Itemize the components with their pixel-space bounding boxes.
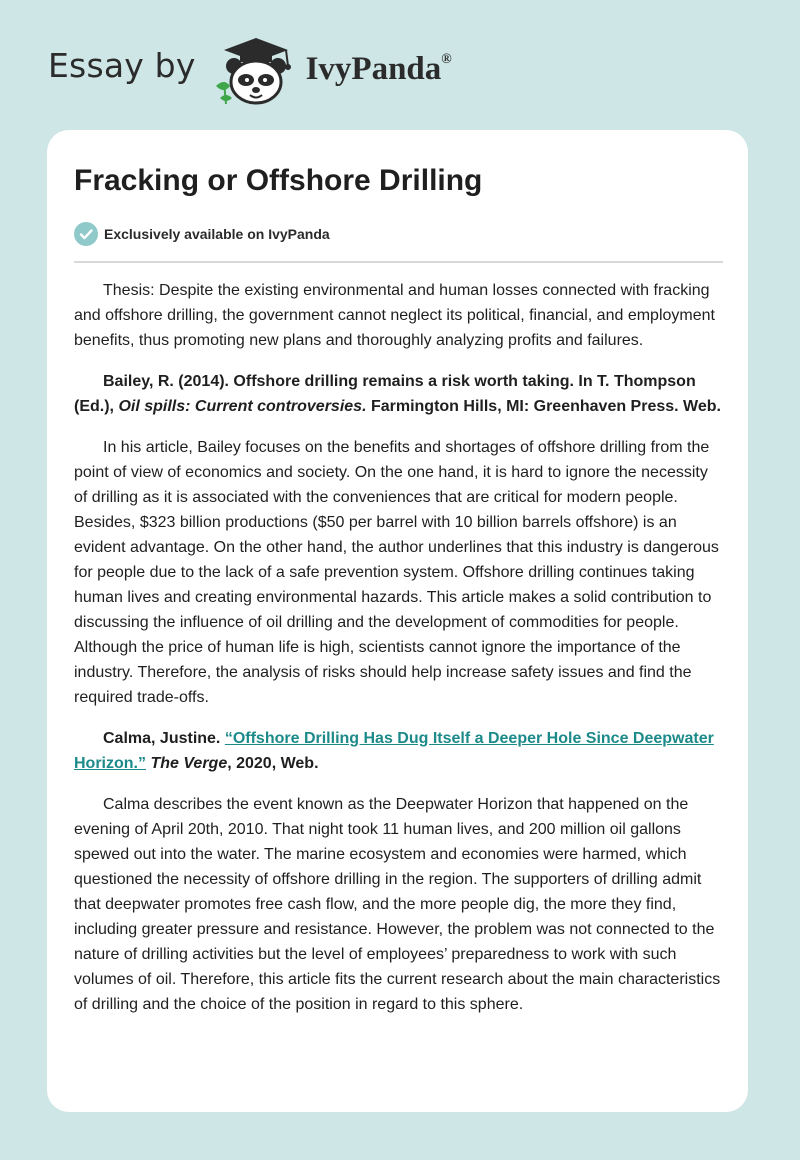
- thesis-paragraph: Thesis: Despite the existing environmental and human losses connected with fracking and offshore drilling, the government cannot neglect its political, financial, and employment benefits, thus promoting new plans and thoroughly analyzing profits and failures.: [74, 282, 715, 349]
- essay-body: [74, 278, 724, 1033]
- essay-card: [47, 130, 748, 1112]
- page-title: Fracking or Offshore Drilling: [74, 164, 483, 197]
- brand-header: [48, 36, 452, 106]
- reference-bailey: Bailey, R. (2014). Offshore drilling remains a risk worth taking. In T. Thompson (Ed.), Oil spills: Current controversies. Farmington Hills, MI: Greenhaven Press. Web.: [74, 373, 721, 415]
- panda-logo-icon[interactable]: [210, 36, 302, 106]
- exclusive-badge-label: Exclusively available on IvyPanda: [104, 226, 330, 242]
- brand-name[interactable]: IvyPanda®: [305, 50, 452, 87]
- calma-summary-paragraph: Calma describes the event known as the Deepwater Horizon that happened on the evening of April 20th, 2010. That night took 11 human lives, and 200 million oil gallons spewed out into the water. The marine ecosystem and economies were harmed, which questioned the necessity of offshore drilling in the region. The supporters of drilling admit that deepwater promotes free cash flow, and the more people dig, the more they find, including greater pressure and resistance. However, the problem was not connected to the nature of drilling activities but the level of employees’ preparedness to work with such volumes of oil. Therefore, this article fits the current research about the main characteristics of drilling and the choice of the position in regard to this sphere.: [74, 796, 721, 1013]
- calma-article-link[interactable]: “Offshore Drilling Has Dug Itself a Deeper Hole Since Deepwater Horizon.”: [74, 730, 714, 772]
- reference-calma: Calma, Justine. “Offshore Drilling Has Dug Itself a Deeper Hole Since Deepwater Horizon.” The Verge, 2020, Web.: [74, 730, 714, 772]
- check-circle-icon: [74, 222, 98, 246]
- bailey-summary-paragraph: In his article, Bailey focuses on the benefits and shortages of offshore drilling from the point of view of economics and society. On the one hand, it is hard to ignore the necessity of drilling as it is associated with the conveniences that are critical for modern people. Besides, $323 billion productions ($50 per barrel with 10 billion barrels offshore) is an evident advantage. On the other hand, the author underlines that this industry is dangerous for people due to the lack of a safe prevention system. Offshore drilling continues taking human lives and creating environmental hazards. This article makes a solid contribution to discussing the influence of oil drilling and the development of commodities for people. Although the price of human life is high, scientists cannot ignore the importance of the industry. Therefore, the analysis of risks should help increase safety issues and find the required trade-offs.: [74, 439, 719, 706]
- ivy-leaf-icon: [216, 82, 232, 104]
- exclusive-badge: [74, 222, 330, 246]
- brand-prefix: Essay by: [48, 45, 196, 85]
- divider: [74, 261, 723, 263]
